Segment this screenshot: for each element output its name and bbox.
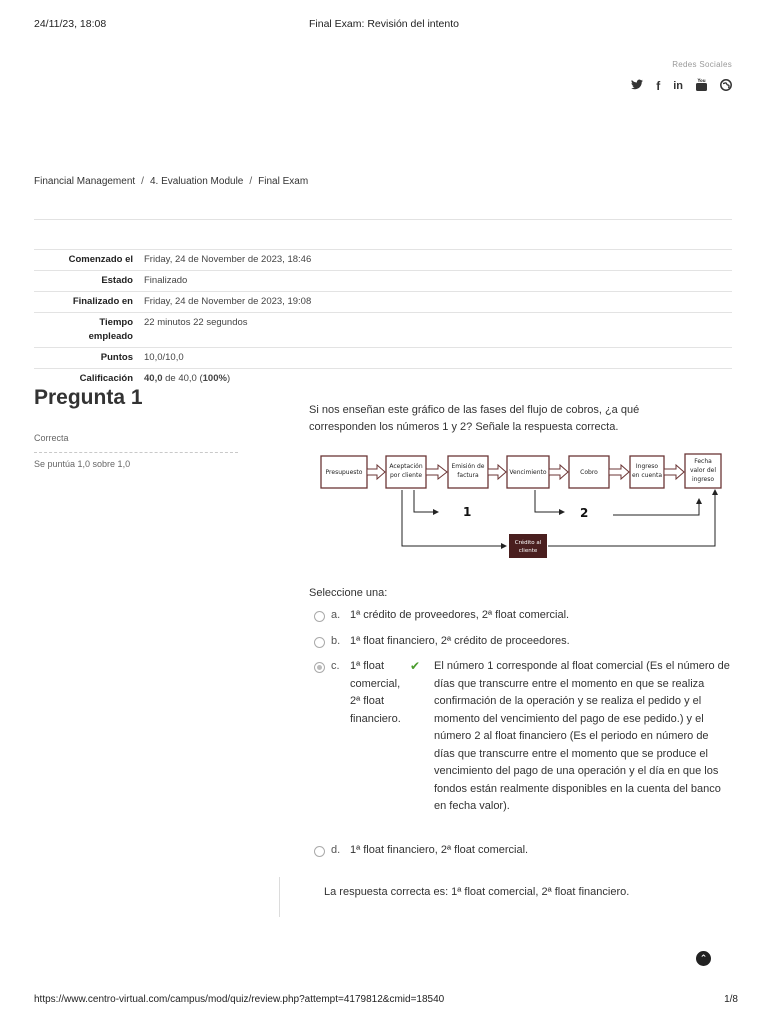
diagram-label: factura	[457, 472, 479, 479]
chevron-up-icon: ⌃	[699, 953, 708, 963]
question-status: Correcta	[34, 433, 69, 443]
print-title: Final Exam: Revisión del intento	[309, 18, 459, 30]
summary-value	[139, 369, 732, 390]
divider	[279, 877, 280, 917]
summary-value: 22 minutos 22 segundos	[139, 313, 732, 348]
divider	[34, 452, 238, 453]
breadcrumb-module[interactable]: 4. Evaluation Module	[149, 176, 244, 187]
grade-score: 40,0	[144, 373, 163, 384]
question-score: Se puntúa 1,0 sobre 1,0	[34, 459, 131, 469]
answer-letter: c.	[331, 660, 340, 672]
summary-key-line1: Tiempo	[99, 317, 133, 328]
breadcrumb	[34, 176, 308, 187]
diagram-label: Fecha	[694, 458, 712, 465]
breadcrumb-separator: /	[141, 176, 144, 187]
grade-close: )	[226, 373, 231, 384]
radio-button-selected[interactable]	[314, 662, 325, 673]
answer-option-a[interactable]	[314, 607, 569, 625]
diagram-label: en cuenta	[631, 472, 663, 479]
summary-key: Finalizado en	[34, 292, 139, 313]
diagram-label: Emisión de	[451, 463, 485, 470]
radio-button[interactable]	[314, 846, 325, 857]
grade-of: de 40,0 (	[162, 373, 203, 384]
answer-letter: d.	[331, 844, 341, 856]
print-url: https://www.centro-virtual.com/campus/mod/quiz/review.php?attempt=4179812&cmid=18540	[34, 994, 445, 1005]
summary-row-state	[34, 271, 732, 292]
diagram-label: valor del	[689, 467, 717, 474]
answer-letter: b.	[331, 635, 341, 647]
social-links	[631, 78, 732, 94]
summary-row-time	[34, 313, 732, 348]
answer-text: 1ª crédito de proveedores, 2ª float comercial.	[350, 609, 570, 621]
summary-key-line2: empleado	[88, 331, 133, 342]
answer-text: 1ª float comercial, 2ª float financiero.	[350, 660, 401, 725]
youtube-icon[interactable]	[696, 78, 707, 94]
radio-button[interactable]	[314, 611, 325, 622]
divider	[34, 219, 732, 220]
linkedin-icon[interactable]: in	[673, 80, 683, 92]
summary-value: Friday, 24 de November de 2023, 18:46	[139, 250, 732, 271]
answer-text: 1ª float financiero, 2ª float comercial.	[350, 844, 529, 856]
summary-key: Puntos	[34, 348, 139, 369]
diagram-label: Aceptación	[389, 463, 423, 470]
globe-icon[interactable]	[720, 79, 732, 94]
answer-option-c[interactable]	[314, 658, 730, 816]
right-answer: La respuesta correcta es: 1ª float comercial, 2ª float financiero.	[324, 886, 630, 898]
cash-flow-diagram	[318, 450, 728, 562]
diagram-label: Cobro	[580, 469, 598, 476]
summary-row-finished	[34, 292, 732, 313]
svg-text:You: You	[697, 78, 706, 83]
diagram-label: Presupuesto	[325, 469, 363, 476]
grade-percent: 100%	[202, 373, 227, 384]
diagram-label: ingreso	[691, 476, 715, 483]
answer-letter: a.	[331, 609, 341, 621]
summary-key	[34, 313, 139, 348]
summary-row-started	[34, 250, 732, 271]
diagram-label: Ingreso	[635, 463, 659, 470]
attempt-summary-table	[34, 249, 732, 389]
summary-row-points	[34, 348, 732, 369]
scroll-to-top-button[interactable]	[696, 951, 711, 966]
breadcrumb-separator: /	[249, 176, 253, 187]
answer-option-b[interactable]	[314, 633, 570, 651]
summary-key: Estado	[34, 271, 139, 292]
summary-key: Calificación	[34, 369, 139, 390]
breadcrumb-exam[interactable]: Final Exam	[258, 176, 309, 187]
diagram-label: Vencimiento	[509, 469, 547, 476]
diagram-number-2: 2	[580, 506, 589, 520]
diagram-box-credito	[509, 534, 547, 558]
print-page-number: 1/8	[724, 994, 738, 1005]
facebook-icon[interactable]: f	[656, 79, 661, 93]
summary-value: Finalizado	[139, 271, 732, 292]
diagram-label: Crédito al	[514, 540, 542, 546]
radio-button[interactable]	[314, 637, 325, 648]
twitter-icon[interactable]	[631, 79, 643, 93]
answer-text: 1ª float financiero, 2ª crédito de proceedores.	[350, 635, 570, 647]
social-label: Redes Sociales	[672, 60, 732, 69]
summary-key: Comenzado el	[34, 250, 139, 271]
check-icon: ✔	[410, 659, 421, 673]
summary-value: 10,0/10,0	[139, 348, 732, 369]
diagram-label: cliente	[518, 548, 538, 554]
answer-option-d[interactable]	[314, 842, 528, 860]
answer-feedback: El número 1 corresponde al float comercial (Es el número de días que transcurre entre el momento en que se realiza confirmación de la operación y se realiza el pedido y el momento del vencimiento del pago de ese pedido.) y el número 2 al float financiero (Es el periodo en número de días que transcurre entre el momento que se produce el vencimiento del pago de una operación y el día en que los fondos están realmente disponibles en la cuenta del banco en fecha valor).	[434, 660, 730, 812]
diagram-number-1: 1	[463, 505, 472, 519]
summary-value: Friday, 24 de November de 2023, 19:08	[139, 292, 732, 313]
print-date: 24/11/23, 18:08	[34, 18, 107, 30]
question-title: Pregunta 1	[34, 386, 143, 409]
diagram-label: por cliente	[389, 472, 423, 479]
select-prompt: Seleccione una:	[309, 587, 388, 599]
breadcrumb-course[interactable]: Financial Management	[34, 176, 136, 187]
question-text: Si nos enseñan este gráfico de las fases del flujo de cobros, ¿a qué corresponden los números 1 y 2? Señale la respuesta correcta.	[309, 404, 640, 433]
